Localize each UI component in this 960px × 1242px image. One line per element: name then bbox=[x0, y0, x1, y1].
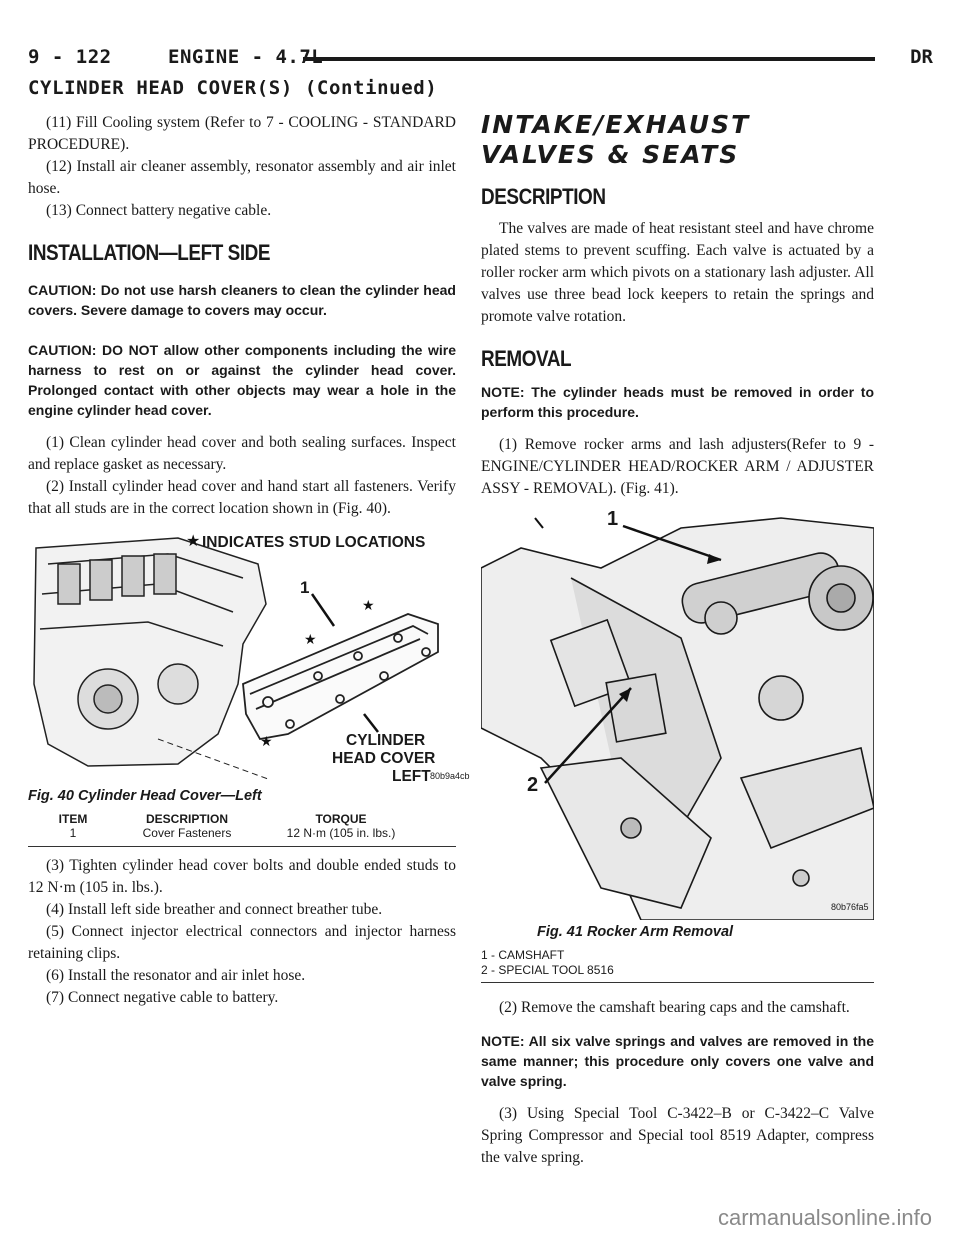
torque-table bbox=[28, 812, 456, 847]
left-column bbox=[28, 112, 470, 1009]
engine-block-drawing bbox=[34, 538, 266, 766]
model-code: DR bbox=[910, 46, 933, 68]
install-step-5: (5) Connect injector electrical connectors and injector harness retaining clips. bbox=[28, 923, 456, 962]
col-item: ITEM bbox=[58, 812, 88, 826]
removal-step-3: (3) Using Special Tool C-3422–B or C-3422–C Valve Spring Compressor and Special tool 8519 Adapter, compress the valve spring. bbox=[481, 1105, 874, 1166]
callout-1: 1 bbox=[607, 508, 619, 530]
page-number: 9 - 122 bbox=[28, 46, 112, 68]
col-torque: TORQUE bbox=[315, 812, 367, 826]
svg-text:★: ★ bbox=[362, 598, 375, 614]
install-step-3: (3) Tighten cylinder head cover bolts and double ended studs to 12 N·m (105 in. lbs.). bbox=[28, 857, 456, 896]
fig40-caption: Fig. 40 Cylinder Head Cover—Left bbox=[28, 788, 262, 804]
step-12: (12) Install air cleaner assembly, resonator assembly and air inlet hose. bbox=[28, 158, 456, 197]
table-row bbox=[28, 826, 456, 840]
figure-41 bbox=[481, 508, 874, 920]
head-cover-drawing bbox=[243, 614, 438, 739]
install-step-4: (4) Install left side breather and connect breather tube. bbox=[46, 901, 383, 918]
install-step-2: (2) Install cylinder head cover and hand start all fasteners. Verify that all studs are in the correct location shown in (Fig. 40). bbox=[28, 478, 456, 517]
install-step-6: (6) Install the resonator and air inlet hose. bbox=[46, 967, 306, 984]
figure-code: 80b9a4cb bbox=[430, 771, 470, 781]
right-column bbox=[481, 110, 874, 1169]
callout-2: 2 bbox=[527, 774, 539, 796]
step-11: (11) Fill Cooling system (Refer to 7 - COOLING - STANDARD PROCEDURE). bbox=[28, 114, 456, 153]
cell-torque: 12 N·m (105 in. lbs.) bbox=[286, 826, 396, 840]
fig41-caption: Fig. 41 Rocker Arm Removal bbox=[537, 924, 734, 940]
cover-label-line2: HEAD COVER bbox=[332, 750, 436, 767]
col-description: DESCRIPTION bbox=[145, 812, 228, 826]
caution-cleaners: CAUTION: Do not use harsh cleaners to clean the cylinder head covers. Severe damage to covers may occur. bbox=[28, 282, 456, 318]
cover-label-line1: CYLINDER bbox=[346, 732, 426, 749]
legend-item: 2 - SPECIAL TOOL 8516 bbox=[481, 963, 614, 977]
removal-heading: REMOVAL bbox=[481, 346, 572, 371]
step-13: (13) Connect battery negative cable. bbox=[46, 202, 272, 219]
section-heading-valves: INTAKE/EXHAUST VALVES & SEATS bbox=[481, 110, 751, 169]
fig41-legend bbox=[481, 948, 874, 983]
installation-left-heading: INSTALLATION—LEFT SIDE bbox=[28, 240, 271, 265]
svg-text:★: ★ bbox=[304, 632, 317, 648]
torque-table-header bbox=[28, 812, 456, 826]
description-heading: DESCRIPTION bbox=[481, 184, 606, 209]
rocker-arm-removal-illustration bbox=[481, 508, 874, 920]
removal-step-2: (2) Remove the camshaft bearing caps and the camshaft. bbox=[499, 999, 850, 1016]
cover-label-line3: LEFT bbox=[392, 768, 431, 785]
removal-note-2: NOTE: All six valve springs and valves are removed in the same manner; this procedure only covers one valve and valve spring. bbox=[481, 1033, 874, 1089]
install-step-7: (7) Connect negative cable to battery. bbox=[46, 989, 279, 1006]
install-step-1: (1) Clean cylinder head cover and both sealing surfaces. Inspect and replace gasket as necessary. bbox=[28, 434, 456, 473]
figure-code: 80b76fa5 bbox=[831, 902, 869, 912]
legend-item: 1 - CAMSHAFT bbox=[481, 948, 565, 962]
header-rule bbox=[303, 57, 875, 61]
continued-heading: CYLINDER HEAD COVER(S) (Continued) bbox=[28, 77, 438, 99]
svg-text:★: ★ bbox=[260, 734, 273, 750]
description-text: The valves are made of heat resistant steel and have chrome plated stems to prevent scuffing. Each valve is actuated by a roller rocker arm which pivots on a stationary lash adjuster. All valves use three bead lock keepers to retain the springs and promote valve rotation. bbox=[481, 220, 874, 325]
caution-contact: CAUTION: DO NOT allow other components including the wire harness to rest on or against the cylinder head cover. Prolonged contact with other objects may wear a hole in the engine cylinder head cover. bbox=[28, 342, 456, 418]
section-title: ENGINE - 4.7L bbox=[168, 46, 324, 68]
page-header bbox=[28, 44, 933, 78]
cell-item: 1 bbox=[69, 826, 77, 840]
stud-legend-text: INDICATES STUD LOCATIONS bbox=[202, 534, 426, 551]
cell-description: Cover Fasteners bbox=[142, 826, 232, 840]
removal-step-1: (1) Remove rocker arms and lash adjusters(Refer to 9 - ENGINE/CYLINDER HEAD/ROCKER ARM / ADJUSTER ASSY - REMOVAL). (Fig. 41). bbox=[481, 436, 874, 497]
watermark: carmanualsonline.info bbox=[717, 1205, 932, 1230]
callout-1: 1 bbox=[300, 578, 310, 597]
removal-note: NOTE: The cylinder heads must be removed in order to perform this procedure. bbox=[481, 384, 874, 420]
figure-40 bbox=[28, 534, 470, 785]
svg-text:★: ★ bbox=[186, 534, 201, 550]
